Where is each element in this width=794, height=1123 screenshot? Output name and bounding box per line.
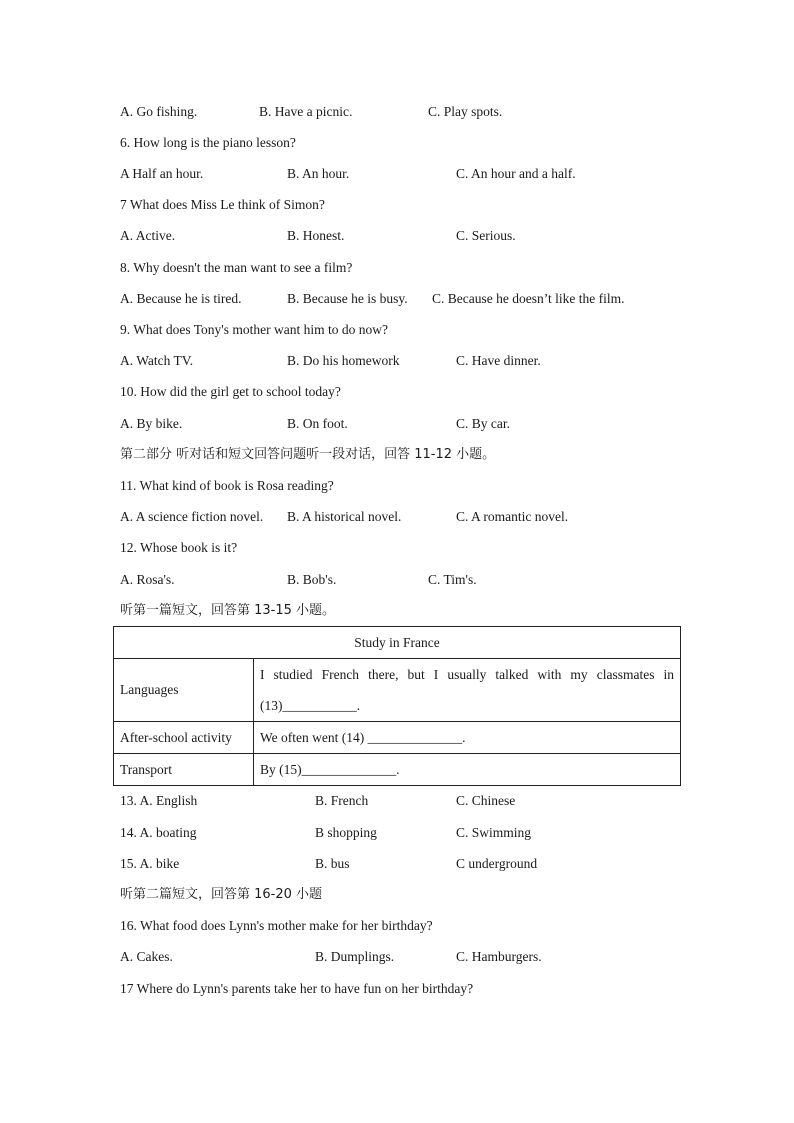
q17-question: 17 Where do Lynn's parents take her to have fun on her birthday? [120,981,474,996]
table-row [114,722,681,754]
table-label-languages: Languages [114,659,254,722]
q12-option-b: B. Bob's. [287,572,337,587]
table-caption: Study in France [114,627,681,659]
q13-option-a: 13. A. English [120,793,198,808]
q13-option-c: C. Chinese [456,793,516,808]
q10-options [120,415,700,433]
q9-option-a: A. Watch TV. [120,353,194,368]
q6-option-c: C. An hour and a half. [456,166,576,181]
q14-option-b: B shopping [315,825,377,840]
q7-options [120,227,700,245]
q6-option-b: B. An hour. [287,166,350,181]
table-value-languages: I studied French there, but I usually talked with my classmates in (13)___________. [254,659,681,722]
q10-option-b: B. On foot. [287,416,348,431]
q7-option-a: A. Active. [120,228,176,243]
q5-option-a: A. Go fishing. [120,104,198,119]
q10-option-c: C. By car. [456,416,510,431]
q11-options [120,508,700,526]
q12-option-c: C. Tim's. [428,572,477,587]
table-caption-row [114,627,681,659]
q8-option-b: B. Because he is busy. [287,291,408,306]
q5-options [120,103,700,121]
q9-option-c: C. Have dinner. [456,353,541,368]
q16-option-a: A. Cakes. [120,949,173,964]
q12-options [120,571,700,589]
table-row [114,659,681,722]
q16-option-c: C. Hamburgers. [456,949,542,964]
table-value-transport: By (15)______________. [254,754,681,786]
q9-options [120,352,700,370]
q8-options [120,290,700,308]
q15-option-c: C underground [456,856,538,871]
part2-heading: 第二部分 听对话和短文回答问题听一段对话，回答 11-12 小题。 [120,447,496,462]
q5-option-b: B. Have a picnic. [259,104,353,119]
q6-question: 6. How long is the piano lesson? [120,135,296,150]
q11-question: 11. What kind of book is Rosa reading? [120,478,334,493]
q14-option-a: 14. A. boating [120,825,197,840]
q15-option-b: B. bus [315,856,350,871]
q12-option-a: A. Rosa's. [120,572,175,587]
q6-options [120,165,700,183]
q10-question: 10. How did the girl get to school today? [120,384,341,399]
q13-options [120,792,700,810]
q12-question: 12. Whose book is it? [120,540,238,555]
q15-options [120,855,700,873]
q11-option-c: C. A romantic novel. [456,509,569,524]
q11-option-a: A. A science fiction novel. [120,509,264,524]
q10-option-a: A. By bike. [120,416,183,431]
q8-option-c: C. Because he doesn’t like the film. [432,291,625,306]
passage2-heading: 听第二篇短文，回答第 16-20 小题 [120,887,323,902]
q7-option-c: C. Serious. [456,228,516,243]
q13-option-b: B. French [315,793,369,808]
q7-option-b: B. Honest. [287,228,345,243]
study-in-france-table [113,626,681,786]
q9-option-b: B. Do his homework [287,353,400,368]
q5-option-c: C. Play spots. [428,104,503,119]
q8-question: 8. Why doesn't the man want to see a film? [120,260,353,275]
q9-question: 9. What does Tony's mother want him to do now? [120,322,388,337]
q16-options [120,948,700,966]
table-value-activity: We often went (14) ______________. [254,722,681,754]
passage1-heading: 听第一篇短文，回答第 13-15 小题。 [120,603,336,618]
q11-option-b: B. A historical novel. [287,509,402,524]
q7-question: 7 What does Miss Le think of Simon? [120,197,325,212]
q16-question: 16. What food does Lynn's mother make for her birthday? [120,918,433,933]
table-label-transport: Transport [114,754,254,786]
table-label-activity: After-school activity [114,722,254,754]
q15-option-a: 15. A. bike [120,856,180,871]
q8-option-a: A. Because he is tired. [120,291,242,306]
q16-option-b: B. Dumplings. [315,949,395,964]
q14-options [120,824,700,842]
q14-option-c: C. Swimming [456,825,532,840]
q6-option-a: A Half an hour. [120,166,204,181]
table-row [114,754,681,786]
